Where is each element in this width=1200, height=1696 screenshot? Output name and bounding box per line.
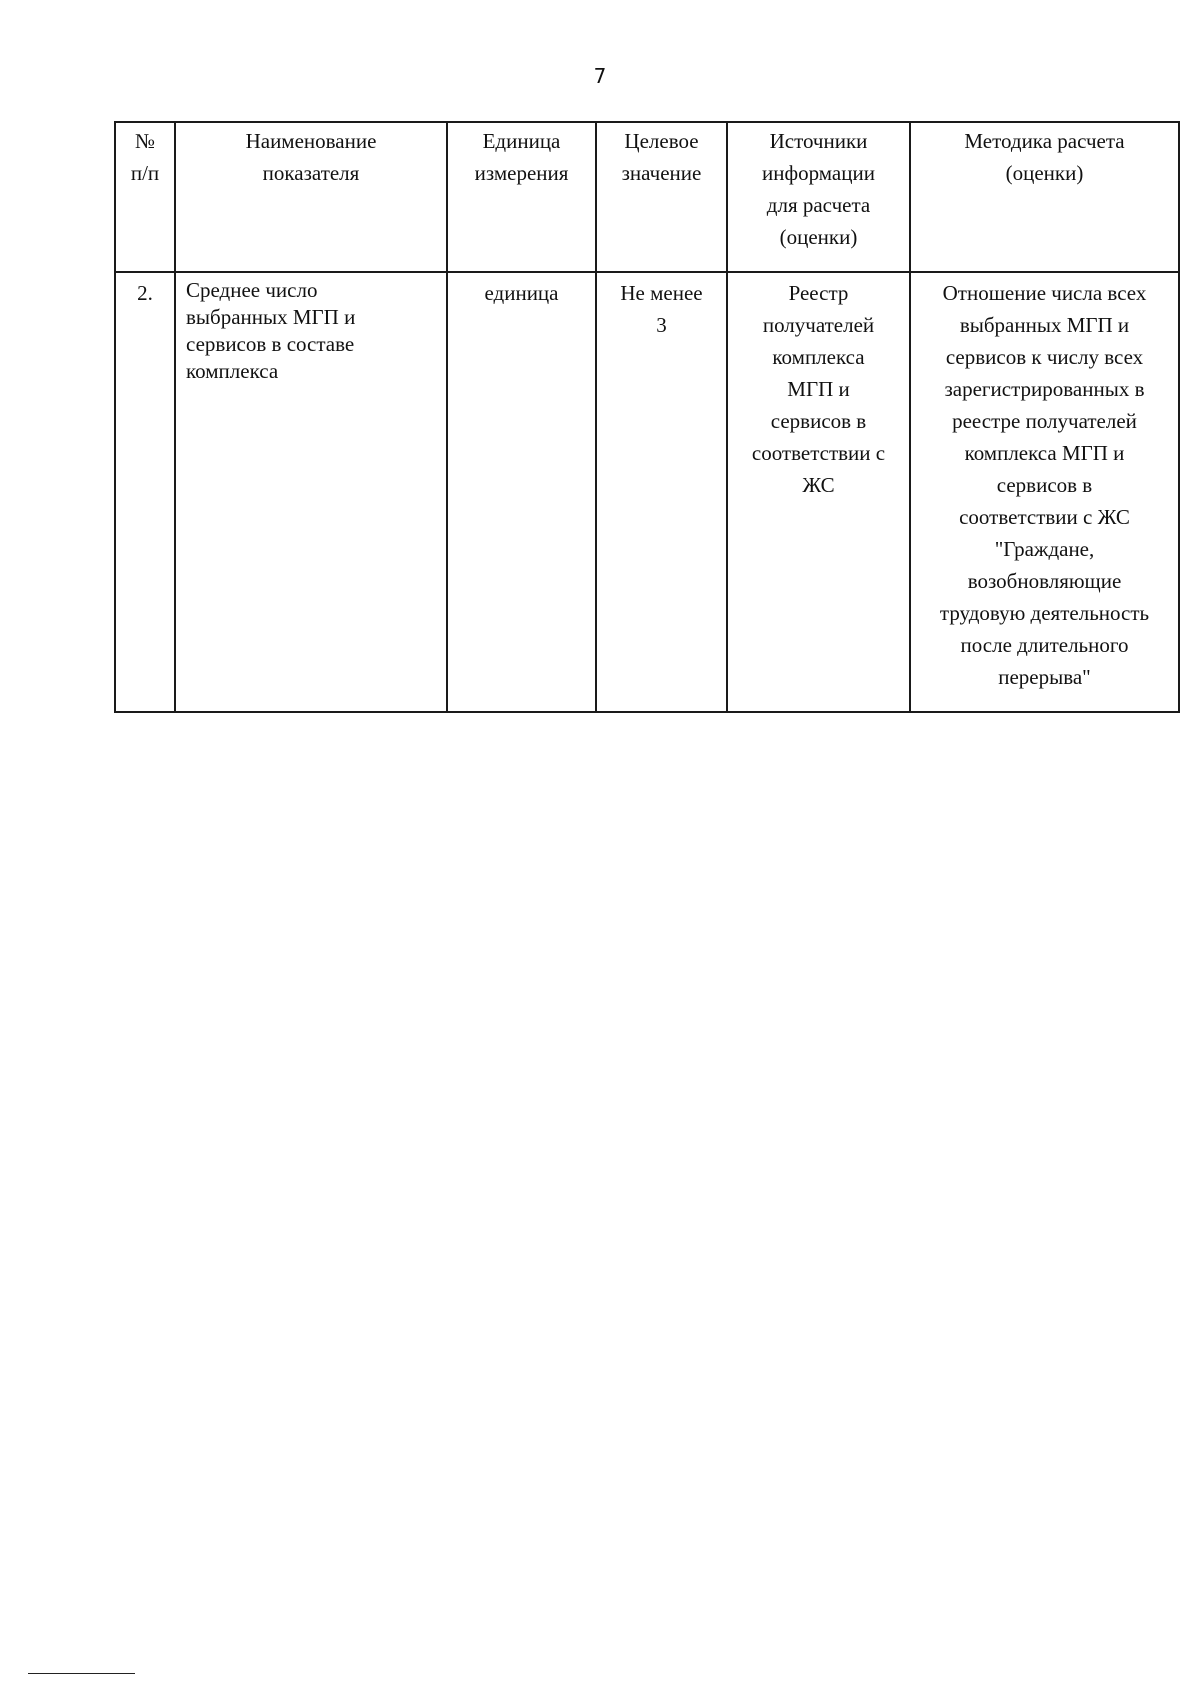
header-cell-target [596,122,727,272]
table-header-row [115,122,1179,272]
row-number: 2. [137,281,153,305]
header-number-label: № п/п [130,129,160,185]
row-number-cell [115,272,175,712]
header-cell-name [175,122,447,272]
row-sources: Реестр получателей комплекса МГП и сервисов в соответствии с ЖС [751,281,886,497]
header-name-label: Наименование показателя [245,129,377,185]
row-indicator-name: Среднее число выбранных МГП и сервисов в составе комплекса [186,278,356,383]
row-sources-cell [727,272,910,712]
header-cell-method [910,122,1179,272]
footnote-separator [28,1673,135,1674]
row-unit-cell [447,272,596,712]
header-cell-sources [727,122,910,272]
header-cell-unit [447,122,596,272]
table-row [115,272,1179,712]
header-sources-label: Источники информации для расчета (оценки) [762,129,875,249]
indicators-table [114,121,1180,713]
row-unit: единица [484,281,559,305]
row-method: Отношение числа всех выбранных МГП и сервисов к числу всех зарегистрированных в реестре получателей комплекса МГП и сервисов в соответствии с ЖС "Граждане, возобновляющие трудовую деятельность после длительного перерыва" [939,281,1150,689]
header-cell-number [115,122,175,272]
row-name-cell [175,272,447,712]
page-number: 7 [593,64,607,88]
row-target-cell [596,272,727,712]
header-unit-label: Единица измерения [474,129,569,185]
row-target-value: Не менее 3 [620,281,703,337]
header-target-label: Целевое значение [621,129,702,185]
header-method-label: Методика расчета (оценки) [964,129,1125,185]
row-method-cell [910,272,1179,712]
